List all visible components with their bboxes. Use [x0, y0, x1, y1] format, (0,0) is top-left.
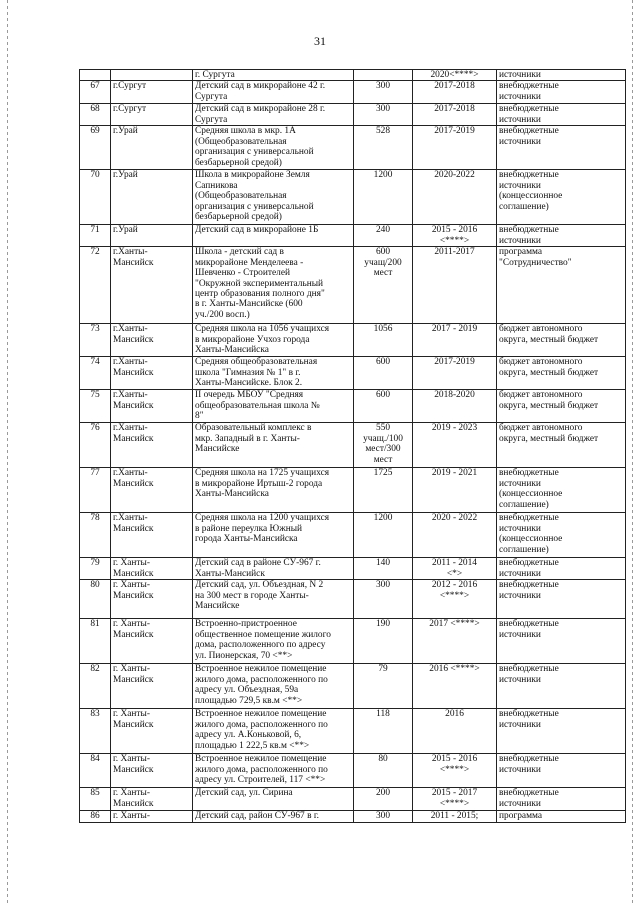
object-name-cell: Средняя школа на 1056 учащихся в микрорайоне Учхоз города Ханты-Мансийска [193, 324, 354, 357]
term-cell: 2011-2017 [413, 247, 497, 324]
city-cell: г.Ханты- Мансийск [111, 468, 193, 513]
term-cell: 2015 - 2017 <****> [413, 788, 497, 811]
funding-source-cell: внебюджетные источники [497, 126, 626, 170]
city-cell: г.Урай [111, 170, 193, 225]
object-name-cell: Образовательный комплекс в мкр. Западный в г. Ханты- Мансийске [193, 423, 354, 468]
row-number-cell: 84 [80, 754, 111, 788]
table-row [80, 754, 626, 788]
city-cell: г.Ханты- Мансийск [111, 513, 193, 558]
table-row [80, 468, 626, 513]
city-cell: г. Ханты- Мансийск [111, 709, 193, 754]
capacity-cell: 190 [354, 619, 413, 664]
object-name-cell: Детский сад в районе СУ-967 г. Ханты-Мансийск [193, 558, 354, 580]
funding-source-cell: внебюджетные источники [497, 619, 626, 664]
city-cell: г.Ханты- Мансийск [111, 247, 193, 324]
capacity-cell: 1725 [354, 468, 413, 513]
table-row [80, 558, 626, 580]
city-cell: г.Ханты- Мансийск [111, 357, 193, 390]
capacity-cell: 600 [354, 390, 413, 423]
funding-source-cell: внебюджетные источники [497, 788, 626, 811]
object-name-cell: Средняя школа в мкр. 1А (Общеобразовательная организация с универсальной безбарьерной средой) [193, 126, 354, 170]
row-number-cell: 69 [80, 126, 111, 170]
table-row [80, 619, 626, 664]
row-number-cell: 83 [80, 709, 111, 754]
funding-source-cell: внебюджетные источники [497, 558, 626, 580]
table-row [80, 81, 626, 104]
capacity-cell: 1200 [354, 513, 413, 558]
table-row [80, 104, 626, 126]
term-cell: 2019 - 2021 [413, 468, 497, 513]
capacity-cell: 550 учащ./100 мест/300 мест [354, 423, 413, 468]
city-cell: г. Ханты- Мансийск [111, 580, 193, 619]
row-number-cell: 85 [80, 788, 111, 811]
table-row [80, 247, 626, 324]
row-number-cell [80, 70, 111, 81]
row-number-cell: 79 [80, 558, 111, 580]
capacity-cell: 300 [354, 81, 413, 104]
object-name-cell: Детский сад в микрорайоне 1Б [193, 225, 354, 247]
city-cell: г.Ханты- Мансийск [111, 324, 193, 357]
row-number-cell: 68 [80, 104, 111, 126]
table-row [80, 580, 626, 619]
row-number-cell: 80 [80, 580, 111, 619]
city-cell: г. Ханты- Мансийск [111, 619, 193, 664]
funding-source-cell: внебюджетные источники [497, 225, 626, 247]
object-name-cell: Детский сад, район СУ-967 в г. [193, 811, 354, 822]
capacity-cell: 1200 [354, 170, 413, 225]
term-cell: 2018-2020 [413, 390, 497, 423]
term-cell: 2011 - 2015; [413, 811, 497, 822]
capacity-cell: 79 [354, 664, 413, 709]
capacity-cell: 140 [354, 558, 413, 580]
table-row [80, 126, 626, 170]
funding-source-cell: источники [497, 70, 626, 81]
funding-source-cell: внебюджетные источники [497, 104, 626, 126]
table-row [80, 811, 626, 822]
row-number-cell: 74 [80, 357, 111, 390]
funding-source-cell: бюджет автономного округа, местный бюджет [497, 390, 626, 423]
capacity-cell: 1056 [354, 324, 413, 357]
funding-source-cell: бюджет автономного округа, местный бюджет [497, 324, 626, 357]
row-number-cell: 86 [80, 811, 111, 822]
funding-source-cell: внебюджетные источники (концессионное соглашение) [497, 468, 626, 513]
scan-edge-left [7, 0, 8, 905]
funding-source-cell: внебюджетные источники [497, 709, 626, 754]
term-cell: 2019 - 2023 [413, 423, 497, 468]
row-number-cell: 81 [80, 619, 111, 664]
term-cell: 2020 - 2022 [413, 513, 497, 558]
city-cell: г.Урай [111, 225, 193, 247]
object-name-cell: Средняя школа на 1200 учащихся в районе переулка Южный города Ханты-Мансийска [193, 513, 354, 558]
object-name-cell: Встроенно-пристроенное общественное помещение жилого дома, расположенного по адресу ул. Пионерская, 70 <**> [193, 619, 354, 664]
object-name-cell: Встроенное нежилое помещение жилого дома, расположенного по адресу ул. Объездная, 59а площадью 729,5 кв.м <**> [193, 664, 354, 709]
capacity-cell: 200 [354, 788, 413, 811]
capacity-cell: 528 [354, 126, 413, 170]
term-cell: 2012 - 2016 <****> [413, 580, 497, 619]
funding-source-cell: программа [497, 811, 626, 822]
capacity-cell: 80 [354, 754, 413, 788]
city-cell: г.Ханты- Мансийск [111, 423, 193, 468]
funding-source-cell: бюджет автономного округа, местный бюджет [497, 423, 626, 468]
table-row [80, 170, 626, 225]
row-number-cell: 67 [80, 81, 111, 104]
objects-table [79, 69, 626, 823]
city-cell: г.Сургут [111, 104, 193, 126]
capacity-cell: 300 [354, 580, 413, 619]
object-name-cell: Детский сад в микрорайоне 42 г. Сургута [193, 81, 354, 104]
object-name-cell: Средняя школа на 1725 учащихся в микрорайоне Иртыш-2 города Ханты-Мансийска [193, 468, 354, 513]
term-cell: 2017-2018 [413, 81, 497, 104]
object-name-cell: Детский сад в микрорайоне 28 г. Сургута [193, 104, 354, 126]
capacity-cell: 240 [354, 225, 413, 247]
funding-source-cell: внебюджетные источники [497, 81, 626, 104]
city-cell [111, 70, 193, 81]
row-number-cell: 72 [80, 247, 111, 324]
table-row [80, 709, 626, 754]
table-row [80, 390, 626, 423]
capacity-cell [354, 70, 413, 81]
row-number-cell: 76 [80, 423, 111, 468]
row-number-cell: 71 [80, 225, 111, 247]
object-name-cell: Встроенное нежилое помещение жилого дома, расположенного по адресу ул. Строителей, 117 <**> [193, 754, 354, 788]
city-cell: г. Ханты- Мансийск [111, 558, 193, 580]
object-name-cell: Детский сад, ул. Объездная, N 2 на 300 мест в городе Ханты- Мансийске [193, 580, 354, 619]
table-row [80, 788, 626, 811]
table-row [80, 664, 626, 709]
term-cell: 2017-2019 [413, 126, 497, 170]
object-name-cell: Школа - детский сад в микрорайоне Менделеева - Шевченко - Строителей "Окружной экспериментальный центр образования полного дня" в г. Ханты-Мансийске (600 уч./200 восп.) [193, 247, 354, 324]
term-cell: 2016 <****> [413, 664, 497, 709]
row-number-cell: 70 [80, 170, 111, 225]
object-name-cell: г. Сургута [193, 70, 354, 81]
term-cell: 2017-2018 [413, 104, 497, 126]
row-number-cell: 75 [80, 390, 111, 423]
object-name-cell: Встроенное нежилое помещение жилого дома, расположенного по адресу ул. А.Коньковой, 6, площадью 1 222,5 кв.м <**> [193, 709, 354, 754]
table-body [80, 70, 626, 823]
object-name-cell: Детский сад, ул. Сирина [193, 788, 354, 811]
term-cell: 2020-2022 [413, 170, 497, 225]
object-name-cell: II очередь МБОУ "Средняя общеобразовательная школа № 8" [193, 390, 354, 423]
object-name-cell: Средняя общеобразовательная школа "Гимназия № 1" в г. Ханты-Мансийске. Блок 2. [193, 357, 354, 390]
table-row [80, 70, 626, 81]
row-number-cell: 82 [80, 664, 111, 709]
city-cell: г. Ханты- Мансийск [111, 754, 193, 788]
capacity-cell: 600 [354, 357, 413, 390]
term-cell: 2020<****> [413, 70, 497, 81]
term-cell: 2017-2019 [413, 357, 497, 390]
capacity-cell: 118 [354, 709, 413, 754]
table-row [80, 324, 626, 357]
city-cell: г.Урай [111, 126, 193, 170]
city-cell: г. Ханты- Мансийск [111, 664, 193, 709]
funding-source-cell: внебюджетные источники [497, 754, 626, 788]
row-number-cell: 78 [80, 513, 111, 558]
city-cell: г. Ханты- Мансийск [111, 788, 193, 811]
term-cell: 2015 - 2016 <****> [413, 754, 497, 788]
funding-source-cell: внебюджетные источники (концессионное соглашение) [497, 513, 626, 558]
object-name-cell: Школа в микрорайоне Земля Сапникова (Общеобразовательная организация с универсальной безбарьерной средой) [193, 170, 354, 225]
funding-source-cell: программа "Сотрудничество" [497, 247, 626, 324]
table-row [80, 423, 626, 468]
funding-source-cell: внебюджетные источники [497, 580, 626, 619]
term-cell: 2017 - 2019 [413, 324, 497, 357]
row-number-cell: 73 [80, 324, 111, 357]
row-number-cell: 77 [80, 468, 111, 513]
page-number: 31 [314, 34, 326, 48]
scan-edge-right [632, 0, 633, 905]
capacity-cell: 300 [354, 104, 413, 126]
table-row [80, 225, 626, 247]
city-cell: г.Ханты- Мансийск [111, 390, 193, 423]
table-row [80, 357, 626, 390]
funding-source-cell: внебюджетные источники (концессионное соглашение) [497, 170, 626, 225]
term-cell: 2017 <****> [413, 619, 497, 664]
term-cell: 2015 - 2016 <****> [413, 225, 497, 247]
city-cell: г. Ханты- [111, 811, 193, 822]
term-cell: 2016 [413, 709, 497, 754]
city-cell: г.Сургут [111, 81, 193, 104]
term-cell: 2011 - 2014 <*> [413, 558, 497, 580]
funding-source-cell: внебюджетные источники [497, 664, 626, 709]
table-row [80, 513, 626, 558]
capacity-cell: 300 [354, 811, 413, 822]
funding-source-cell: бюджет автономного округа, местный бюджет [497, 357, 626, 390]
capacity-cell: 600 учащ/200 мест [354, 247, 413, 324]
